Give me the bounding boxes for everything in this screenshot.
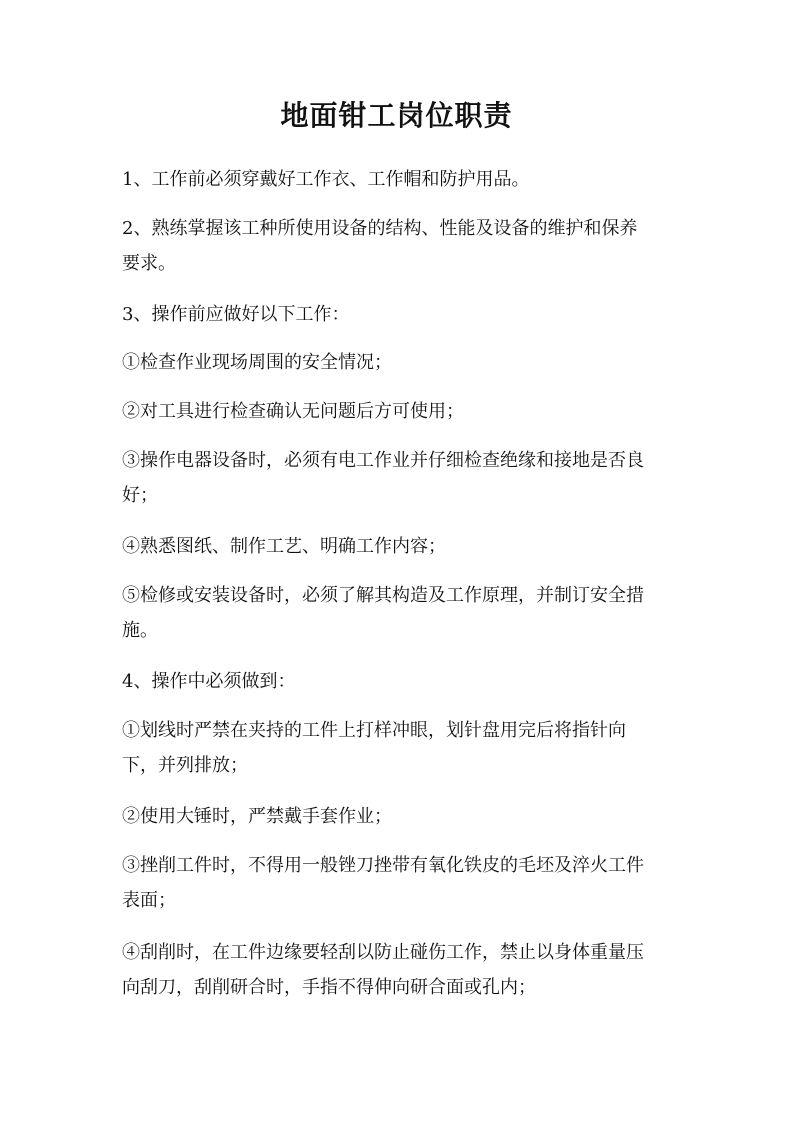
document-title: 地面钳工岗位职责 [280,99,513,132]
paragraph-4-item-3: ③挫削工件时，不得用一般锉刀挫带有氧化铁皮的毛坯及淬火工件 表面； [122,855,644,911]
paragraph-3-item-3: ③操作电器设备时，必须有电工作业并仔细检查绝缘和接地是否良 好； [122,450,644,506]
paragraph-3-item-4: ④熟悉图纸、制作工艺、明确工作内容； [122,536,446,557]
paragraph-4-item-2: ②使用大锤时，严禁戴手套作业； [122,806,392,827]
paragraph-3: 3、操作前应做好以下工作： [122,304,350,325]
paragraph-2: 2、熟练掌握该工种所使用设备的结构、性能及设备的维护和保养 要求。 [122,218,638,274]
paragraph-3-item-5: ⑤检修或安装设备时，必须了解其构造及工作原理，并制订安全措 施。 [122,585,644,641]
paragraph-1: 1、工作前必须穿戴好工作衣、工作帽和防护用品。 [122,169,530,190]
paragraph-4-item-4: ④刮削时，在工件边缘要轻刮以防止碰伤工作，禁止以身体重量压 向刮刀，刮削研合时，手指不得伸向研合面或孔内； [122,942,644,998]
paragraph-3-item-1: ①检查作业现场周围的安全情况； [122,352,392,373]
paragraph-4-item-1: ①划线时严禁在夹持的工件上打样冲眼，划针盘用完后将指针向 下，并列排放； [122,720,626,776]
paragraph-4: 4、操作中必须做到： [122,671,296,692]
paragraph-3-item-2: ②对工具进行检查确认无问题后方可使用； [122,401,464,422]
